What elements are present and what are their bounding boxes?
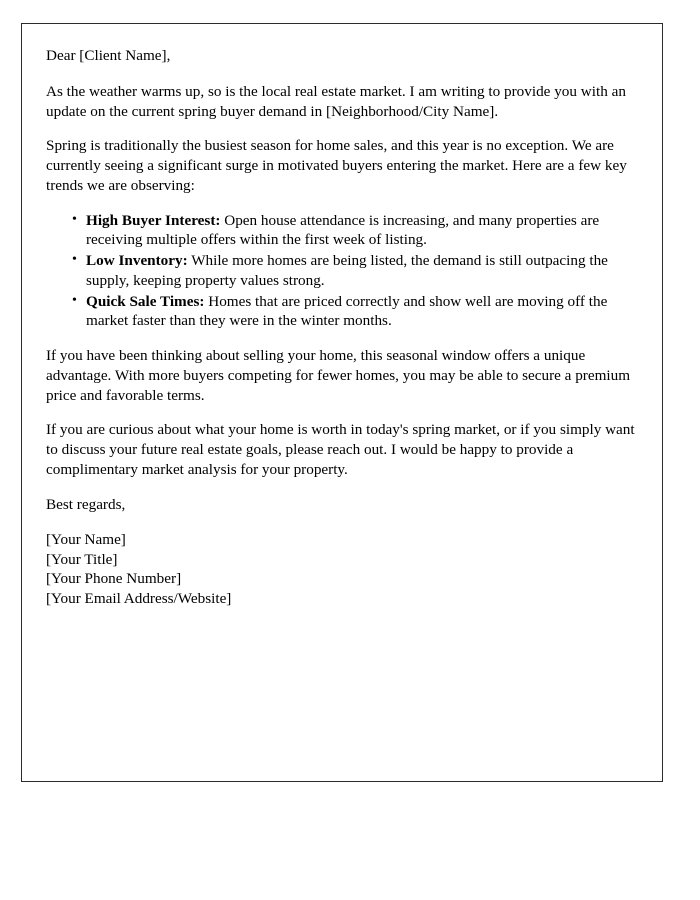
list-item-lead: High Buyer Interest: xyxy=(86,211,221,229)
signature-email: [Your Email Address/Website] xyxy=(46,590,232,608)
signature-phone: [Your Phone Number] xyxy=(46,570,182,588)
list-item xyxy=(86,251,638,291)
letter-body xyxy=(22,24,662,609)
list-item-text: Homes that are priced correctly and show well are moving off the market faster than they were in the winter months. xyxy=(86,292,608,330)
list-item-text: While more homes are being listed, the demand is still outpacing the supply, keeping property values strong. xyxy=(86,252,608,289)
signature-name: [Your Name] xyxy=(46,531,126,549)
market-trends-list xyxy=(46,211,638,332)
letter-page xyxy=(21,23,663,782)
salutation: Dear [Client Name], xyxy=(46,47,171,64)
list-item-lead: Quick Sale Times: xyxy=(86,292,205,310)
list-item-text: Open house attendance is increasing, and many properties are receiving multiple offers within the first week of listing. xyxy=(86,211,600,249)
closing-line: Best regards, xyxy=(46,495,126,513)
trends-intro-paragraph: Spring is traditionally the busiest season for home sales, and this year is no exception. We are currently seeing a significant surge in motivated buyers entering the market. Here are a few key trends we are observing: xyxy=(46,137,627,194)
call-to-action-paragraph: If you are curious about what your home is worth in today's spring market, or if you simply want to discuss your future real estate goals, please reach out. I would be happy to provide a complimentary market analysis for your property. xyxy=(46,421,635,478)
seasonal-advantage-paragraph: If you have been thinking about selling your home, this seasonal window offers a unique advantage. With more buyers competing for fewer homes, you may be able to secure a premium price and favorable terms. xyxy=(46,347,631,404)
intro-paragraph: As the weather warms up, so is the local real estate market. I am writing to provide you with an update on the current spring buyer demand in [Neighborhood/City Name]. xyxy=(46,82,626,120)
list-item xyxy=(86,211,638,251)
signature-title: [Your Title] xyxy=(46,550,118,568)
signature-block xyxy=(46,530,638,608)
list-item-lead: Low Inventory: xyxy=(86,252,188,269)
list-item xyxy=(86,292,638,332)
